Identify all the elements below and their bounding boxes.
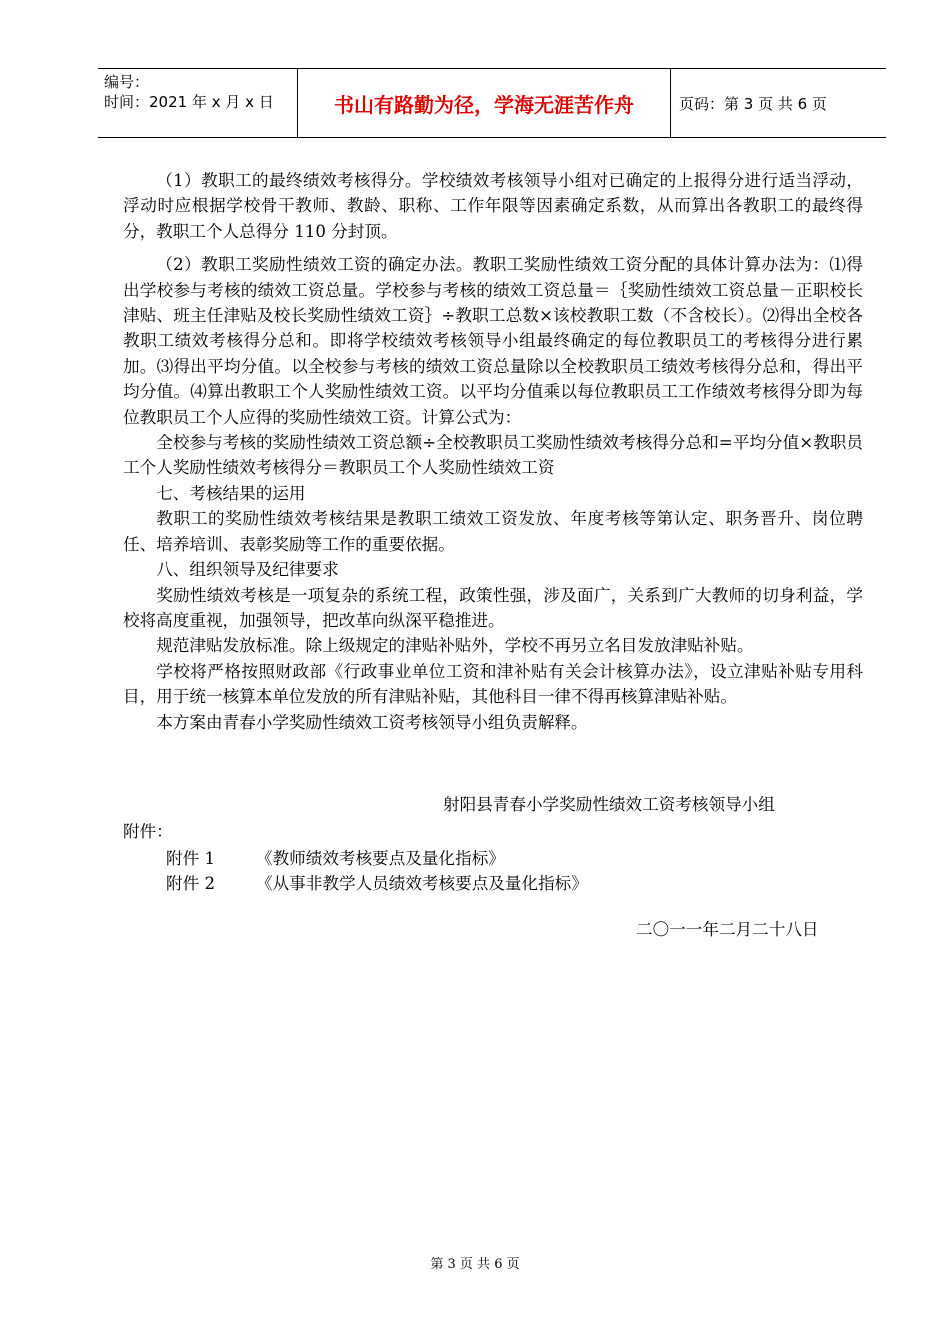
header-meta xyxy=(98,69,298,137)
paragraph: （1）教职工的最终绩效考核得分。学校绩效考核领导小组对已确定的上报得分进行适当浮动，浮动时应根据学校骨干教师、教龄、职称、工作年限等因素确定系数，从而算出各教职工的最终得分，教职工个人总得分 110 分封顶。 xyxy=(123,171,863,241)
page-header xyxy=(98,68,886,138)
document-date: 二〇一一年二月二十八日 xyxy=(636,920,819,939)
section-heading: 八、组织领导及纪律要求 xyxy=(156,560,339,580)
attachment-number: 附件 1 xyxy=(166,849,216,868)
time-label: 时间：2021 年 x 月 x 日 xyxy=(104,93,274,111)
paragraph: （2）教职工奖励性绩效工资的确定办法。教职工奖励性绩效工资分配的具体计算办法为：⑴得出学校参与考核的绩效工资总量。学校参与考核的绩效工资总量＝｛奖励性绩效工资总量－正职校长津贴、班主任津贴及校长奖励性绩效工资｝÷教职工总数×该校教职工数（不含校长）。⑵得出全校各教职工绩效考核得分总和。即将学校绩效考核领导小组最终确定的每位教职员工的考核得分进行累加。⑶得出平均分值。以全校参与考核的绩效工资总量除以全校教职员工绩效考核得分总和，得出平均分值。⑷算出教职工个人奖励性绩效工资。以平均分值乘以每位教职员工工作绩效考核得分即为每位教职员工个人应得的奖励性绩效工资。计算公式为： xyxy=(123,255,863,427)
attachments-title: 附件： xyxy=(123,822,173,841)
attachment-item xyxy=(166,845,505,869)
attachment-number: 附件 2 xyxy=(166,874,216,893)
paragraph: 学校将严格按照财政部《行政事业单位工资和津补贴有关会计核算办法》，设立津贴补贴专用科目，用于统一核算本单位发放的所有津贴补贴，其他科目一律不得再核算津贴补贴。 xyxy=(123,661,863,707)
document-body xyxy=(123,168,863,735)
paragraph: 本方案由青春小学奖励性绩效工资考核领导小组负责解释。 xyxy=(156,712,588,732)
attachment-item xyxy=(166,870,588,894)
attachment-title: 《从事非教学人员绩效考核要点及量化指标》 xyxy=(256,874,588,893)
header-motto: 书山有路勤为径，学海无涯苦作舟 xyxy=(298,69,671,137)
attachment-title: 《教师绩效考核要点及量化指标》 xyxy=(256,849,505,868)
formula-paragraph: 全校参与考核的奖励性绩效工资总额÷全校教职员工奖励性绩效考核得分总和=平均分值×教职员工个人奖励性绩效考核得分＝教职员工个人奖励性绩效工资 xyxy=(123,433,863,478)
signature: 射阳县青春小学奖励性绩效工资考核领导小组 xyxy=(443,795,775,814)
header-page-label: 页码：第 3 页 共 6 页 xyxy=(679,94,827,113)
paragraph: 教职工的奖励性绩效考核结果是教职工绩效工资发放、年度考核等第认定、职务晋升、岗位聘任、培养培训、表彰奖励等工作的重要依据。 xyxy=(123,509,863,554)
section-heading: 七、考核结果的运用 xyxy=(156,483,306,503)
paragraph: 奖励性绩效考核是一项复杂的系统工程，政策性强，涉及面广，关系到广大教师的切身利益，学校将高度重视，加强领导，把改革向纵深平稳推进。 xyxy=(123,585,863,630)
page-footer: 第 3 页 共 6 页 xyxy=(430,1257,520,1272)
number-label: 编号： xyxy=(104,73,150,91)
paragraph: 规范津贴发放标准。除上级规定的津贴补贴外，学校不再另立名目发放津贴补贴。 xyxy=(156,636,754,656)
